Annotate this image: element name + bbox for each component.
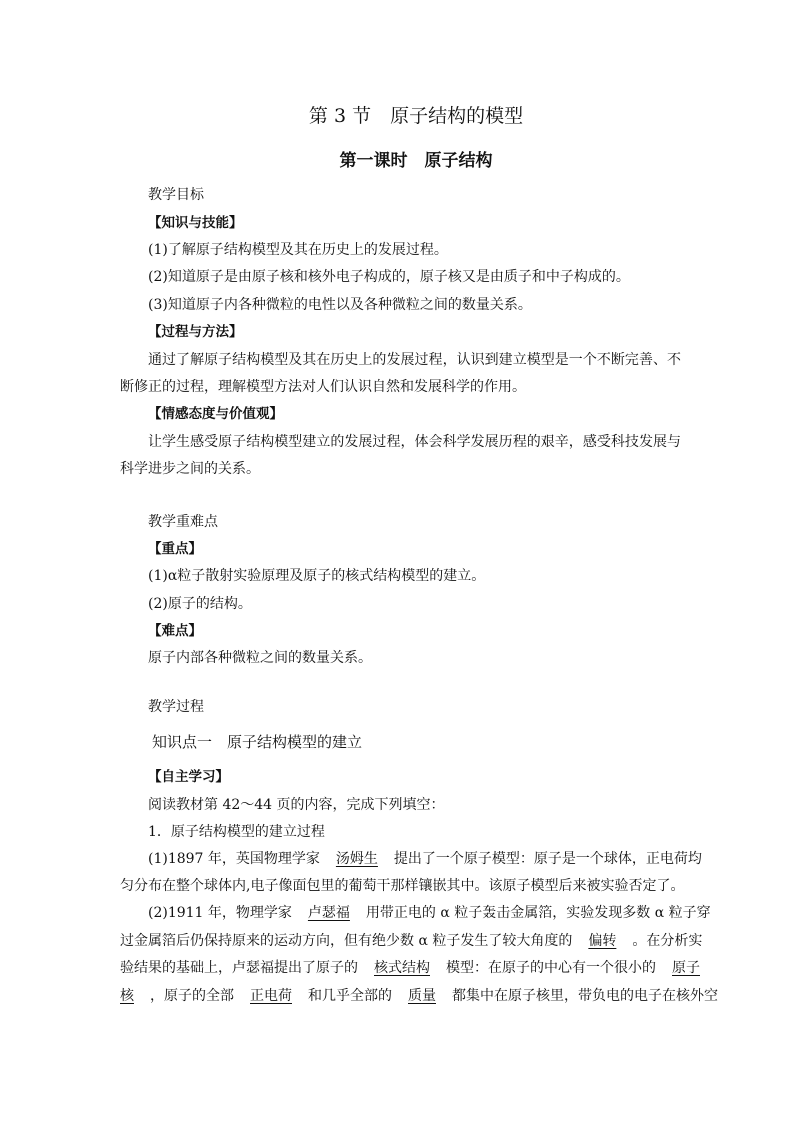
item-1-heading: 1．原子结构模型的建立过程 <box>148 824 325 840</box>
blank-answer-positive-charge: 正电荷 <box>250 988 292 1004</box>
text-span: 提出了一个原子模型：原子是一个球体，正电荷均 <box>393 851 702 867</box>
difficulty-item-1: 原子内部各种微粒之间的数量关系。 <box>148 650 372 666</box>
emotion-line-2: 科学进步之间的关系。 <box>120 461 260 477</box>
text-span: ，原子的全部 <box>150 988 234 1004</box>
blank-answer-nuclear-structure: 核式结构 <box>374 960 430 976</box>
text-span: 都集中在原子核里，带负电的电子在核外空 <box>452 988 718 1004</box>
blank-answer-thomson: 汤姆生 <box>335 851 378 867</box>
section-2-line-3 <box>120 958 700 978</box>
section-1-line-2: 匀分布在整个球体内,电子像面包里的葡萄干那样镶嵌其中。该原子模型后来被实验否定了。 <box>120 878 685 894</box>
process-method-line-2: 断修正的过程，理解模型方法对人们认识自然和发展科学的作用。 <box>120 379 526 395</box>
text-span: (2)1911 年，物理学家 <box>148 905 292 921</box>
page-title: 第 3 节 原子结构的模型 <box>308 105 524 127</box>
blank-answer-mass: 质量 <box>408 988 436 1004</box>
section-2-line-2 <box>120 931 702 951</box>
key-heading: 【重点】 <box>148 541 202 557</box>
text-span: 过金属箔后仍保持原来的运动方向，但有绝少数 α 粒子发生了较大角度的 <box>120 933 573 949</box>
knowledge-heading: 【知识与技能】 <box>148 215 243 231</box>
knowledge-item-1: (1)了解原子结构模型及其在历史上的发展过程。 <box>148 242 448 258</box>
reading-instruction: 阅读教材第 42～44 页的内容，完成下列填空： <box>148 797 445 813</box>
self-study-heading: 【自主学习】 <box>148 769 229 785</box>
key-item-2: (2)原子的结构。 <box>148 596 252 612</box>
emotion-heading: 【情感态度与价值观】 <box>148 406 283 422</box>
knowledge-point-1: 知识点一 原子结构模型的建立 <box>152 733 363 751</box>
blank-answer-nucleus-part1: 原子 <box>672 960 700 976</box>
blank-answer-rutherford: 卢瑟福 <box>307 905 350 921</box>
blank-answer-deflection: 偏转 <box>588 933 617 949</box>
keypoints-heading: 教学重难点 <box>148 514 218 530</box>
text-span: (1)1897 年，英国物理学家 <box>148 851 320 867</box>
lesson-subtitle: 第一课时 原子结构 <box>339 151 493 171</box>
text-span: 。在分析实 <box>632 933 703 949</box>
knowledge-item-2: (2)知道原子是由原子核和核外电子构成的，原子核又是由质子和中子构成的。 <box>148 269 630 285</box>
section-2-line-1 <box>148 903 711 923</box>
difficulty-heading: 【难点】 <box>148 623 202 639</box>
text-span: 验结果的基础上，卢瑟福提出了原子的 <box>120 960 358 976</box>
key-item-1: (1)α粒子散射实验原理及原子的核式结构模型的建立。 <box>148 568 486 584</box>
text-span: 模型：在原子的中心有一个很小的 <box>446 960 656 976</box>
process-heading: 教学过程 <box>148 699 204 715</box>
section-2-line-4 <box>120 986 718 1006</box>
text-span: 用带正电的 α 粒子轰击金属箔，实验发现多数 α 粒子穿 <box>365 905 711 921</box>
emotion-line-1: 让学生感受原子结构模型建立的发展过程，体会科学发展历程的艰辛，感受科技发展与 <box>148 434 681 450</box>
objectives-heading: 教学目标 <box>148 187 204 203</box>
section-1-line-1 <box>148 849 702 869</box>
process-method-line-1: 通过了解原子结构模型及其在历史上的发展过程，认识到建立模型是一个不断完善、不 <box>148 352 681 368</box>
process-method-heading: 【过程与方法】 <box>148 324 243 340</box>
knowledge-item-3: (3)知道原子内各种微粒的电性以及各种微粒之间的数量关系。 <box>148 297 532 313</box>
text-span: 和几乎全部的 <box>308 988 392 1004</box>
blank-answer-nucleus-part2: 核 <box>120 988 134 1004</box>
